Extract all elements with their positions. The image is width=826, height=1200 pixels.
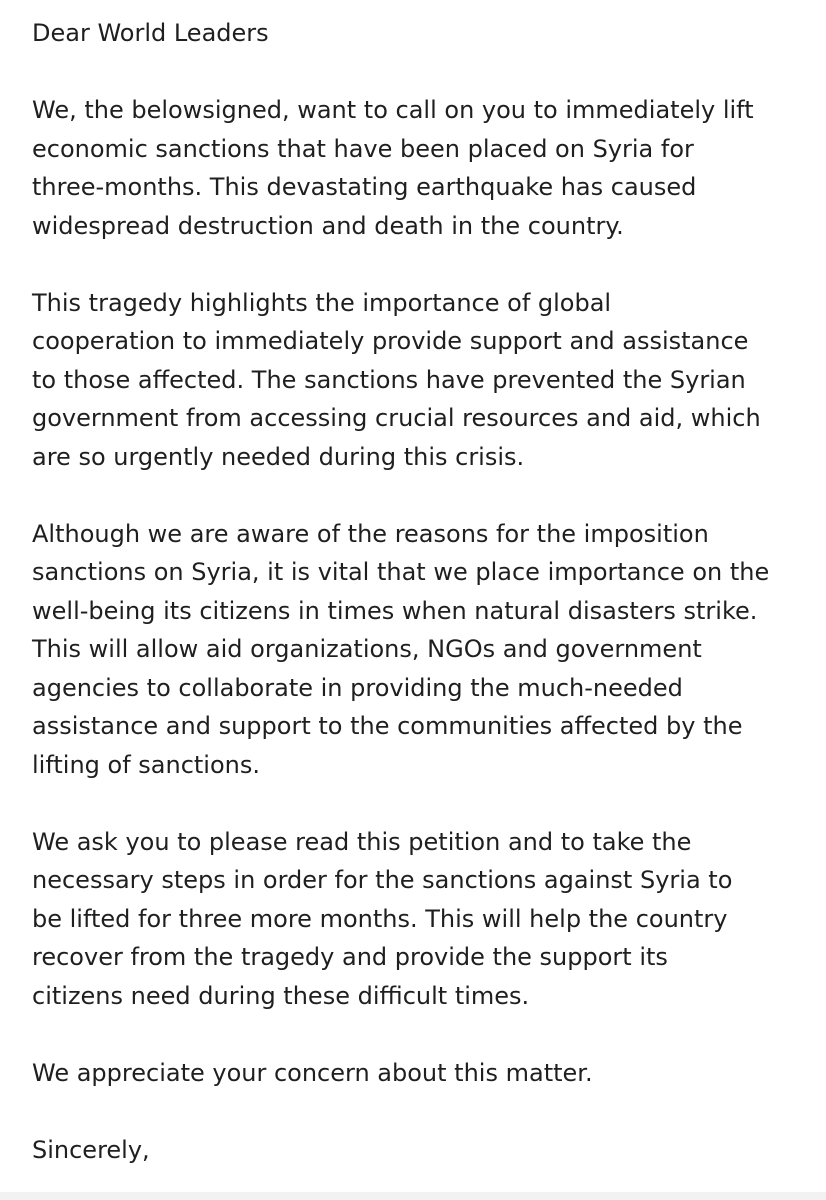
paragraph-line: agencies to collaborate in providing the much-needed [32,673,683,702]
petition-letter [32,14,806,1169]
paragraph-line: necessary steps in order for the sanctions against Syria to [32,866,733,894]
paragraph-line: assistance and support to the communities affected by the [32,712,743,740]
paragraph-line: We ask you to please read this petition and to take the [32,827,692,856]
paragraph-line: sanctions on Syria, it is vital that we place importance on the [32,558,770,586]
paragraph-line: Although we are aware of the reasons for the imposition [32,519,709,548]
paragraph-gap [32,1092,806,1131]
paragraph-line: government from accessing crucial resources and aid, which [32,404,761,432]
paragraph-line: We, the belowsigned, want to call on you to immediately lift [32,96,754,124]
paragraph-gap [32,245,806,284]
paragraph-citizens-wellbeing [32,515,806,785]
bottom-edge [0,1192,826,1200]
paragraph-line: recover from the tragedy and provide the support its [32,943,668,971]
closing: Sincerely, [32,1135,150,1164]
paragraph-line: cooperation to immediately provide support and assistance [32,327,749,355]
paragraph-line: We appreciate your concern about this matter. [32,1058,593,1087]
paragraph-petition-ask [32,823,806,1016]
paragraph-gap [32,784,806,823]
paragraph-gap [32,1015,806,1054]
paragraph-line: well-being its citizens in times when natural disasters strike. [32,596,758,625]
paragraph-global-cooperation [32,284,806,477]
paragraph-line: lifting of sanctions. [32,750,260,779]
paragraph-appreciation [32,1054,806,1093]
paragraph-line: citizens need during these difficult times. [32,981,530,1010]
paragraph-line: to those affected. The sanctions have prevented the Syrian [32,365,746,394]
paragraph-gap [32,53,806,92]
paragraph-line: This will allow aid organizations, NGOs and government [32,635,702,663]
paragraph-line: widespread destruction and death in the country. [32,211,624,240]
paragraph-line: three-months. This devastating earthquake has caused [32,173,697,201]
paragraph-line: This tragedy highlights the importance of global [32,288,612,317]
paragraph-line: are so urgently needed during this crisis. [32,442,525,471]
paragraph-line: be lifted for three more months. This will help the country [32,904,728,933]
paragraph-line: economic sanctions that have been placed on Syria for [32,134,694,163]
paragraph-gap [32,476,806,515]
paragraph-sanctions-request [32,91,806,245]
salutation: Dear World Leaders [32,19,269,47]
